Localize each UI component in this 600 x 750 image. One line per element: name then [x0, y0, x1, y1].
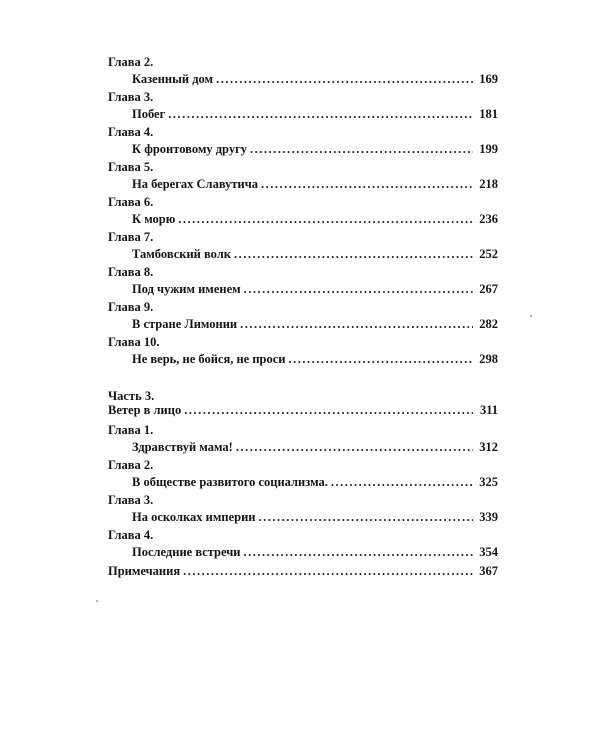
leader-dots [183, 563, 473, 579]
toc-line [108, 402, 498, 418]
leader-dots [184, 402, 473, 418]
notes-title: Примечания [108, 564, 181, 578]
chapter-label: Глава 7. [108, 230, 154, 244]
leader-dots [244, 544, 473, 560]
toc-line [108, 474, 498, 490]
chapter-title: В стране Лимонии [132, 317, 238, 331]
toc-line [108, 509, 498, 525]
page-number: 218 [479, 177, 498, 191]
leader-dots [259, 509, 474, 525]
chapter-label: Глава 6. [108, 195, 154, 209]
leader-dots [216, 71, 473, 87]
chapter-label: Глава 3. [108, 493, 154, 507]
scan-speck [96, 600, 98, 602]
chapter-title: Последние встречи [132, 545, 241, 559]
page-number: 325 [479, 475, 498, 489]
page-number: 199 [479, 142, 498, 156]
toc-line [108, 141, 498, 157]
toc-line [108, 246, 498, 262]
chapter-label: Глава 8. [108, 265, 154, 279]
leader-dots [178, 211, 473, 227]
toc-line [108, 211, 498, 227]
page-number: 236 [479, 212, 498, 226]
page-number: 311 [479, 403, 498, 417]
chapter-label: Глава 5. [108, 160, 154, 174]
page-number: 312 [479, 440, 498, 454]
toc-line [108, 563, 498, 579]
part-title: Ветер в лицо [108, 403, 182, 417]
leader-dots [236, 439, 473, 455]
toc-line [108, 351, 498, 367]
page-number: 181 [479, 107, 498, 121]
chapter-title: Казенный дом [132, 72, 214, 86]
toc-line [108, 281, 498, 297]
page-number: 282 [479, 317, 498, 331]
chapter-label: Глава 4. [108, 528, 154, 542]
leader-dots [240, 316, 473, 332]
chapter-title: Побег [132, 107, 166, 121]
page-number: 267 [479, 282, 498, 296]
chapter-title: Не верь, не бойся, не проси [132, 352, 286, 366]
leader-dots [331, 474, 473, 490]
chapter-label: Глава 2. [108, 458, 154, 472]
chapter-title: Тамбовский волк [132, 247, 231, 261]
chapter-title: К морю [132, 212, 176, 226]
chapter-title: К фронтовому другу [132, 142, 248, 156]
leader-dots [234, 246, 473, 262]
chapter-title: На берегах Славутича [132, 177, 259, 191]
chapter-title: Под чужим именем [132, 282, 241, 296]
chapter-title: В обществе развитого социализма. [132, 475, 328, 489]
leader-dots [261, 176, 473, 192]
page-number: 169 [479, 72, 498, 86]
page-number: 339 [479, 510, 498, 524]
toc-line [108, 71, 498, 87]
scan-speck [530, 315, 532, 317]
chapter-title: Здравствуй мама! [132, 440, 233, 454]
chapter-title: На осколках империи [132, 510, 256, 524]
chapter-label: Глава 4. [108, 125, 154, 139]
page-number: 367 [479, 564, 498, 578]
leader-dots [250, 141, 473, 157]
leader-dots [168, 106, 473, 122]
leader-dots [289, 351, 473, 367]
toc-line [108, 544, 498, 560]
page-number: 252 [479, 247, 498, 261]
toc-line [108, 106, 498, 122]
toc-line [108, 439, 498, 455]
toc-line [108, 176, 498, 192]
page-number: 298 [479, 352, 498, 366]
toc-line [108, 316, 498, 332]
part-label: Часть 3. [108, 389, 155, 403]
leader-dots [244, 281, 473, 297]
chapter-label: Глава 2. [108, 55, 154, 69]
chapter-label: Глава 1. [108, 423, 154, 437]
page-number: 354 [479, 545, 498, 559]
chapter-label: Глава 10. [108, 335, 160, 349]
chapter-label: Глава 9. [108, 300, 154, 314]
chapter-label: Глава 3. [108, 90, 154, 104]
